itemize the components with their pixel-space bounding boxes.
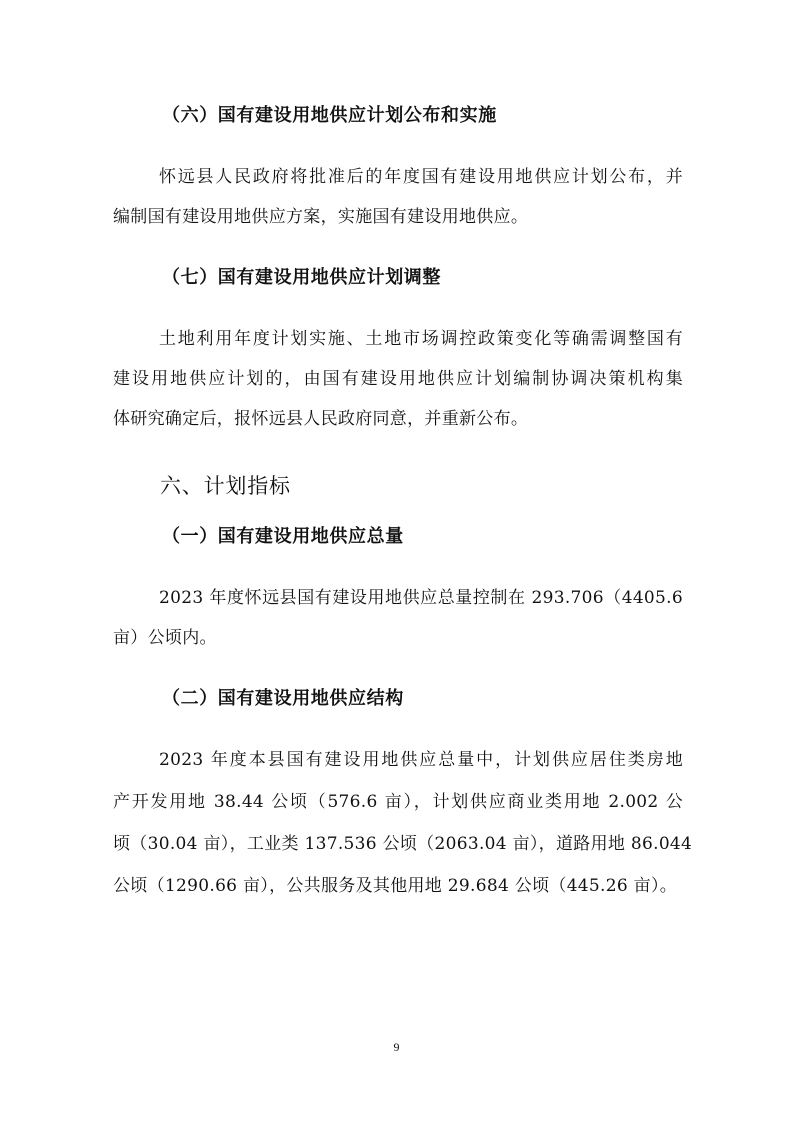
paragraph-line: 建设用地供应计划的，由国有建设用地供应计划编制协调决策机构集 [113, 369, 683, 389]
section-heading-6-publish-implement: （六）国有建设用地供应计划公布和实施 [162, 105, 497, 126]
paragraph-line: 2023 年度怀远县国有建设用地供应总量控制在 293.706（4405.6 [159, 588, 683, 608]
paragraph-line: 公顷（1290.66 亩），公共服务及其他用地 29.684 公顷（445.26 亩）。 [113, 876, 678, 896]
paragraph-line: 2023 年度本县国有建设用地供应总量中，计划供应居住类房地 [159, 750, 683, 770]
paragraph-line: 亩）公顷内。 [113, 628, 217, 648]
section-heading-indicator-structure: （二）国有建设用地供应结构 [162, 688, 404, 709]
chapter-heading-6-plan-indicators: 六、计划指标 [160, 474, 291, 498]
paragraph-line: 编制国有建设用地供应方案，实施国有建设用地供应。 [113, 207, 529, 227]
paragraph-line: 体研究确定后，报怀远县人民政府同意，并重新公布。 [113, 409, 529, 429]
section-heading-indicator-total: （一）国有建设用地供应总量 [162, 526, 404, 547]
paragraph-line: 土地利用年度计划实施、土地市场调控政策变化等确需调整国有 [159, 329, 683, 349]
paragraph-line: 产开发用地 38.44 公顷（576.6 亩），计划供应商业类用地 2.002 公 [113, 792, 683, 812]
paragraph-line: 怀远县人民政府将批准后的年度国有建设用地供应计划公布，并 [159, 167, 683, 187]
paragraph-line: 顷（30.04 亩），工业类 137.536 公顷（2063.04 亩），道路用地 86.044 [113, 834, 693, 854]
page-number: 9 [393, 1040, 400, 1054]
section-heading-7-adjustment: （七）国有建设用地供应计划调整 [162, 267, 441, 288]
